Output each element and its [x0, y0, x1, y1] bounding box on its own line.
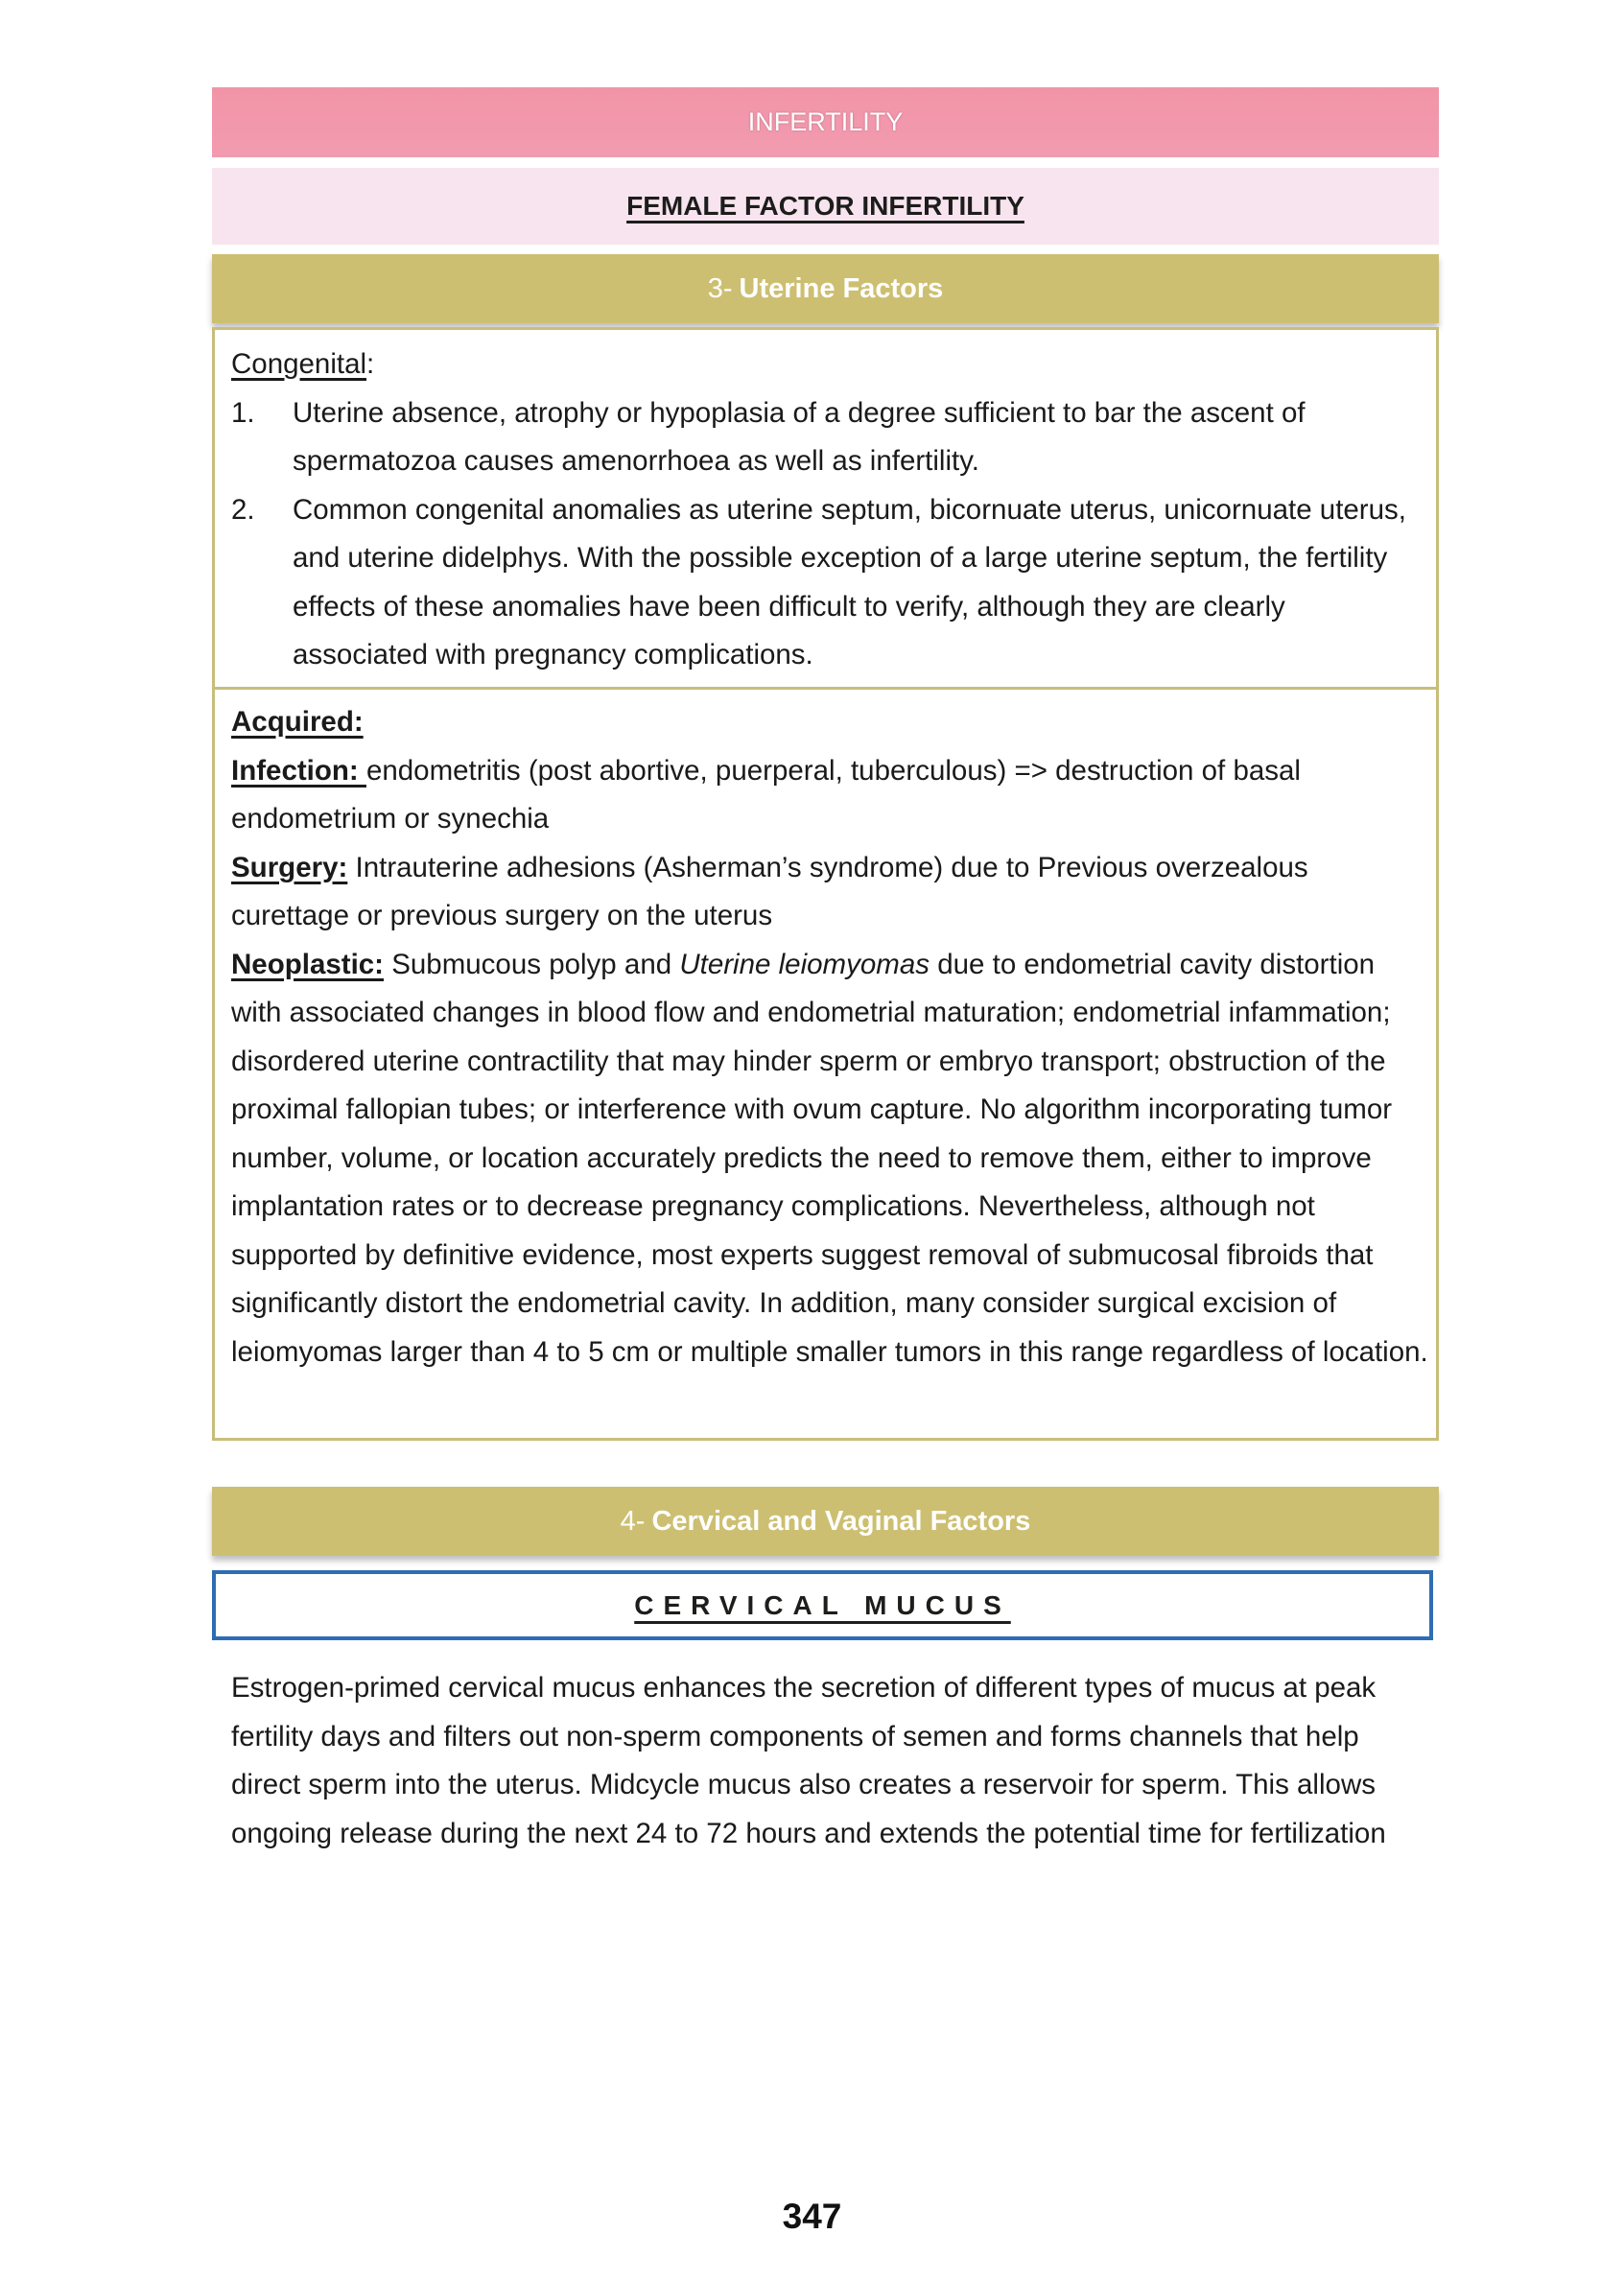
italic-term: Uterine leiomyomas: [679, 948, 930, 980]
section-number: 4-: [620, 1505, 646, 1537]
cervical-mucus-heading: CERVICAL MUCUS: [634, 1589, 1011, 1620]
section-header-cervical: [212, 1487, 1439, 1556]
page-number: 347: [782, 2197, 842, 2236]
acquired-heading: Acquired:: [231, 706, 364, 738]
congenital-content: [231, 341, 1430, 680]
section-header-uterine: [212, 254, 1439, 323]
congenital-list: [231, 389, 1430, 680]
chapter-title-bar: [212, 87, 1439, 157]
section-title: Uterine Factors: [739, 272, 944, 304]
congenital-heading: Congenital:: [231, 348, 375, 380]
neoplastic-label: Neoplastic:: [231, 948, 385, 980]
list-item: [231, 389, 1430, 486]
section-title: Cervical and Vaginal Factors: [651, 1505, 1031, 1537]
acquired-content: [231, 698, 1430, 1376]
list-item: [231, 486, 1430, 680]
infection-paragraph: Infection: endometritis (post abortive, puerperal, tuberculous) => destruction of basal endometrium or synechia: [231, 754, 1301, 835]
cervical-mucus-paragraph: Estrogen-primed cervical mucus enhances the secretion of different types of mucus at peak fertility days and filters out non-sperm components of semen and forms channels that help direct sperm into the uterus. Midcycle mucus also creates a reservoir for sperm. This allows ongoing release during the next 24 to 72 hours and extends the potential time for fertilization: [231, 1672, 1386, 1849]
subtitle: FEMALE FACTOR INFERTILITY: [626, 191, 1024, 221]
subtitle-bar: [212, 168, 1439, 245]
chapter-title: INFERTILITY: [747, 107, 904, 136]
section-number: 3-: [707, 272, 733, 304]
infection-label: Infection:: [231, 754, 366, 787]
cervical-mucus-heading-box: [212, 1570, 1433, 1640]
list-text: Uterine absence, atrophy or hypoplasia of a degree sufficient to bar the ascent of spermatozoa causes amenorrhoea as well as infertility.: [293, 396, 1306, 477]
surgery-paragraph: Surgery: Intrauterine adhesions (Asherman’s syndrome) due to Previous overzealous curettage or previous surgery on the uterus: [231, 851, 1308, 931]
list-number: 2.: [231, 493, 255, 526]
surgery-label: Surgery:: [231, 851, 348, 883]
list-text: Common congenital anomalies as uterine septum, bicornuate uterus, unicornuate uterus, and uterine didelphys. With the possible exception of a large uterine septum, the fertility effects of these anomalies have been difficult to verify, although they are clearly associated with pregnancy complications.: [293, 493, 1406, 670]
list-number: 1.: [231, 396, 255, 429]
neoplastic-paragraph: Neoplastic: Submucous polyp and Uterine leiomyomas due to endometrial cavity distortion with associated changes in blood flow and endometrial maturation; endometrial infammation; disordered uterine contractility that may hinder sperm or embryo transport; obstruction of the proximal fallopian tubes; or interference with ovum capture. No algorithm incorporating tumor number, volume, or location accurately predicts the need to remove them, either to improve implantation rates or to decrease pregnancy complications. Nevertheless, although not supported by definitive evidence, most experts suggest removal of submucosal fibroids that significantly distort the endometrial cavity. In addition, many consider surgical excision of leiomyomas larger than 4 to 5 cm or multiple smaller tumors in this range regardless of location.: [231, 948, 1428, 1368]
